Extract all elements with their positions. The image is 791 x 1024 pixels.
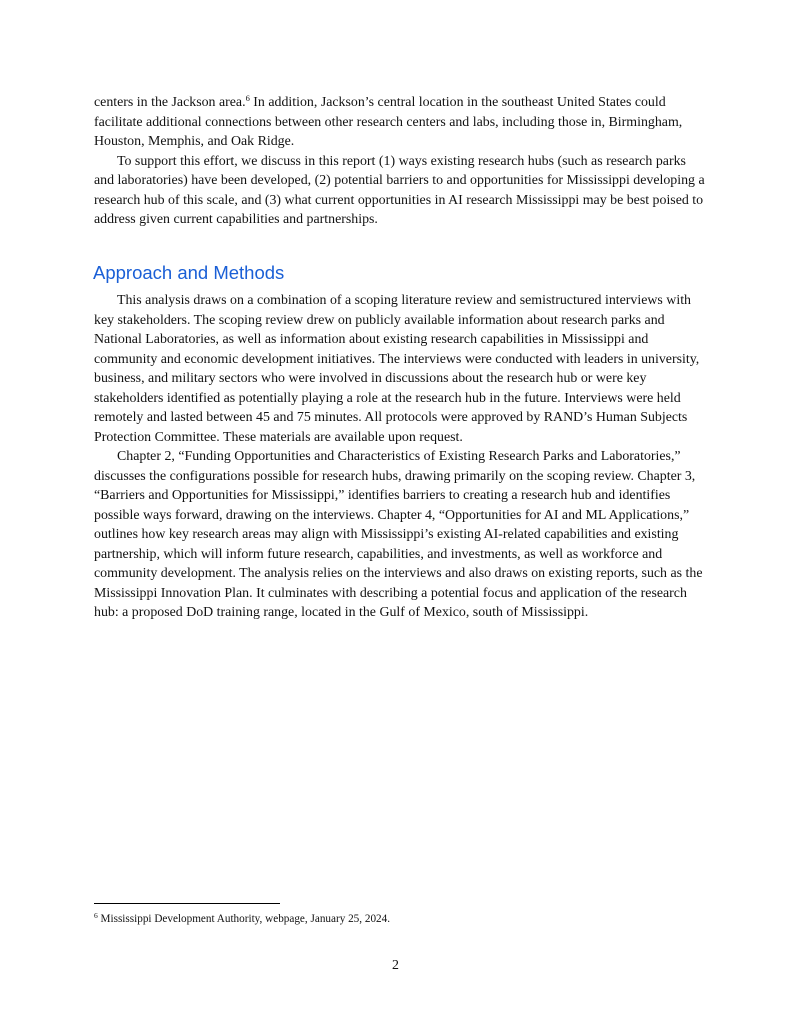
intro-text-block	[94, 93, 706, 230]
section-text-block	[94, 291, 706, 623]
intro-paragraph-1-text: centers in the Jackson area.	[94, 95, 246, 110]
intro-paragraph-2: To support this effort, we discuss in this report (1) ways existing research hubs (such as research parks and laboratories) have been developed, (2) potential barriers to and opportunities for Mississippi developing a research hub of this scale, and (3) what current opportunities in AI research Mississippi may be best poised to address given current capabilities and partnerships.	[94, 153, 705, 227]
footnote-number: 6	[94, 911, 98, 920]
footnote-divider	[94, 903, 280, 904]
intro-paragraph-1	[94, 93, 706, 152]
section-paragraph-1: This analysis draws on a combination of a scoping literature review and semistructured interviews with key stakeholders. The scoping review drew on publicly available information about research parks and National Laboratories, as well as information about existing research capabilities in Mississippi and community and economic development initiatives. The interviews were conducted with leaders in university, business, and military sectors who were involved in discussions about the research hub or were key stakeholders identified as potentially playing a role at the research hub in the future. Interviews were held remotely and lasted between 45 and 75 minutes. All protocols were approved by RAND’s Human Subjects Protection Committee. These materials are available upon request.	[94, 293, 700, 445]
page-number: 2	[392, 958, 399, 973]
section-paragraph-2: Chapter 2, “Funding Opportunities and Characteristics of Existing Research Parks and Laboratories,” discusses the configurations possible for research hubs, drawing primarily on the scoping review. Chapter 3, “Barriers and Opportunities for Mississippi,” identifies barriers to creating a research hub and identifies possible ways forward, drawing on the interviews. Chapter 4, “Opportunities for AI and ML Applications,” outlines how key research areas may align with Mississippi’s existing AI-related capabilities and existing partnership, which will inform future research, capabilities, and investments, as well as workforce and community development. The analysis relies on the interviews and also draws on existing reports, such as the Mississippi Innovation Plan. It culminates with describing a potential focus and application of the research hub: a proposed DoD training range, located in the Gulf of Mexico, south of Mississippi.	[94, 449, 703, 620]
footnote	[94, 912, 390, 927]
footnote-text: Mississippi Development Authority, webpage, January 25, 2024.	[97, 913, 391, 925]
intro-paragraph-1-continuation: In addition, Jackson’s central location in the southeast United States could facilitate additional connections between other research centers and labs, including those in, Birmingham, Houston, Memphis, and Oak Ridge.	[94, 95, 683, 149]
section-heading: Approach and Methods	[93, 262, 285, 283]
footnote-reference[interactable]: 6	[245, 93, 250, 103]
